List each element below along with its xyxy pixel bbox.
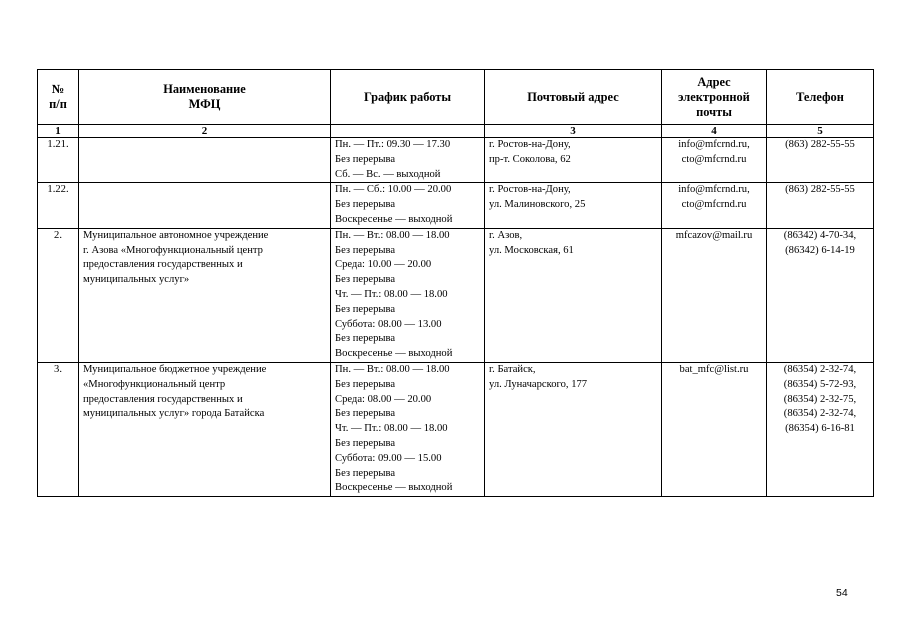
phone-cell [767, 183, 874, 228]
schedule-line: Сб. — Вс. — выходной [335, 168, 441, 180]
schedule-cell [331, 138, 485, 183]
column-number: 4 [662, 125, 767, 138]
email-address-line: info@mfcrnd.ru, [678, 184, 750, 196]
schedule-line: Пн. — Вт.: 08.00 — 18.00 [335, 229, 450, 241]
table-row [38, 183, 874, 228]
mfc-name-cell [79, 138, 331, 183]
header-phone: Телефон [796, 89, 844, 104]
phone-line: (863) 282-55-55 [785, 184, 855, 196]
postal-address-line: г. Ростов-на-Дону, [489, 139, 571, 150]
header-cell [331, 70, 485, 125]
schedule-line: Воскресенье — выходной [335, 213, 453, 225]
phone-line: (86354) 6-16-81 [785, 423, 855, 435]
phone-cell [767, 138, 874, 183]
postal-address-line: ул. Луначарского, 177 [489, 378, 588, 390]
schedule-line: Чт. — Пт.: 08.00 — 18.00 [335, 423, 448, 435]
row-number-cell [38, 183, 79, 228]
table-row [38, 228, 874, 362]
schedule-line: Суббота: 09.00 — 15.00 [335, 452, 442, 464]
row-number: 3. [54, 363, 62, 375]
column-number: 3 [485, 125, 662, 138]
schedule-cell [331, 183, 485, 228]
mfc-name-line: г. Азова «Многофункциональный центр [83, 244, 263, 256]
schedule-line: Пн. — Вт.: 08.00 — 18.00 [335, 363, 450, 375]
email-address-cell [662, 362, 767, 496]
mfc-name-line: предоставления государственных и [83, 259, 243, 271]
row-number-cell [38, 138, 79, 183]
schedule-cell [331, 228, 485, 362]
phone-line: (86342) 4-70-34, [783, 229, 857, 241]
mfc-name-line: Муниципальное автономное учреждение [83, 229, 269, 241]
postal-address-line: пр-т. Соколова, 62 [489, 153, 571, 165]
email-address-line: mfcazov@mail.ru [675, 229, 753, 241]
postal-address-cell [485, 362, 662, 496]
postal-address-line: г. Ростов-на-Дону, [489, 184, 571, 196]
schedule-line: Без перерыва [335, 274, 396, 286]
mfc-table [37, 69, 874, 497]
header-address: Почтовый адрес [527, 89, 619, 104]
header-cell [767, 70, 874, 125]
mfc-name-cell [79, 228, 331, 362]
schedule-line: Воскресенье — выходной [335, 348, 453, 360]
column-number-row [38, 125, 874, 138]
row-number: 1.22. [47, 184, 69, 196]
table-header-row [38, 70, 874, 125]
header-email: Адрес электронной почты [678, 74, 750, 119]
email-address-line: info@mfcrnd.ru, [678, 139, 750, 150]
schedule-line: Среда: 08.00 — 20.00 [335, 393, 432, 405]
schedule-line: Без перерыва [335, 378, 396, 390]
schedule-cell [331, 362, 485, 496]
mfc-name-line: муниципальных услуг» города Батайска [83, 408, 265, 420]
mfc-name-line: муниципальных услуг» [83, 274, 190, 286]
schedule-line: Среда: 10.00 — 20.00 [335, 259, 432, 271]
column-number [331, 125, 485, 138]
table-row [38, 138, 874, 183]
schedule-line: Без перерыва [335, 333, 396, 345]
email-address-line: cto@mfcrnd.ru [681, 153, 747, 165]
schedule-line: Пн. — Сб.: 10.00 — 20.00 [335, 184, 452, 196]
phone-line: (86354) 2-32-74, [783, 408, 857, 420]
postal-address-line: ул. Московская, 61 [489, 244, 574, 256]
header-index: № п/п [49, 82, 67, 111]
row-number: 1.21. [47, 139, 69, 150]
phone-line: (86354) 2-32-74, [783, 363, 857, 375]
postal-address-cell [485, 183, 662, 228]
schedule-line: Без перерыва [335, 467, 396, 479]
postal-address-cell [485, 228, 662, 362]
header-cell [79, 70, 331, 125]
phone-line: (86354) 2-32-75, [783, 393, 857, 405]
header-cell [662, 70, 767, 125]
header-cell [38, 70, 79, 125]
postal-address-line: ул. Малиновского, 25 [489, 199, 586, 211]
column-number: 5 [767, 125, 874, 138]
page-number: 54 [836, 587, 848, 599]
schedule-line: Без перерыва [335, 199, 396, 211]
phone-line: (86354) 5-72-93, [783, 378, 857, 390]
schedule-line: Без перерыва [335, 153, 396, 165]
postal-address-line: г. Батайск, [489, 363, 536, 375]
mfc-name-line: «Многофункциональный центр [83, 378, 226, 390]
email-address-cell [662, 138, 767, 183]
postal-address-line: г. Азов, [489, 229, 523, 241]
row-number: 2. [54, 229, 62, 241]
header-cell [485, 70, 662, 125]
email-address-line: cto@mfcrnd.ru [681, 199, 747, 211]
schedule-line: Чт. — Пт.: 08.00 — 18.00 [335, 288, 448, 300]
header-schedule: График работы [363, 89, 452, 104]
phone-cell [767, 228, 874, 362]
column-number: 1 [38, 125, 79, 138]
phone-cell [767, 362, 874, 496]
schedule-line: Без перерыва [335, 408, 396, 420]
mfc-name-cell [79, 183, 331, 228]
phone-line: (863) 282-55-55 [785, 139, 855, 150]
mfc-name-line: предоставления государственных и [83, 393, 243, 405]
email-address-cell [662, 228, 767, 362]
schedule-line: Воскресенье — выходной [335, 482, 453, 494]
schedule-line: Без перерыва [335, 437, 396, 449]
email-address-line: bat_mfc@list.ru [679, 363, 749, 375]
schedule-line: Без перерыва [335, 303, 396, 315]
column-number: 2 [79, 125, 331, 138]
postal-address-cell [485, 138, 662, 183]
schedule-line: Суббота: 08.00 — 13.00 [335, 318, 442, 330]
email-address-cell [662, 183, 767, 228]
header-name: Наименование МФЦ [163, 82, 246, 111]
phone-line: (86342) 6-14-19 [785, 244, 855, 256]
row-number-cell [38, 362, 79, 496]
table-row [38, 362, 874, 496]
table-body [38, 138, 874, 497]
schedule-line: Без перерыва [335, 244, 396, 256]
mfc-name-line: Муниципальное бюджетное учреждение [83, 363, 267, 375]
schedule-line: Пн. — Пт.: 09.30 — 17.30 [335, 139, 451, 150]
mfc-name-cell [79, 362, 331, 496]
row-number-cell [38, 228, 79, 362]
